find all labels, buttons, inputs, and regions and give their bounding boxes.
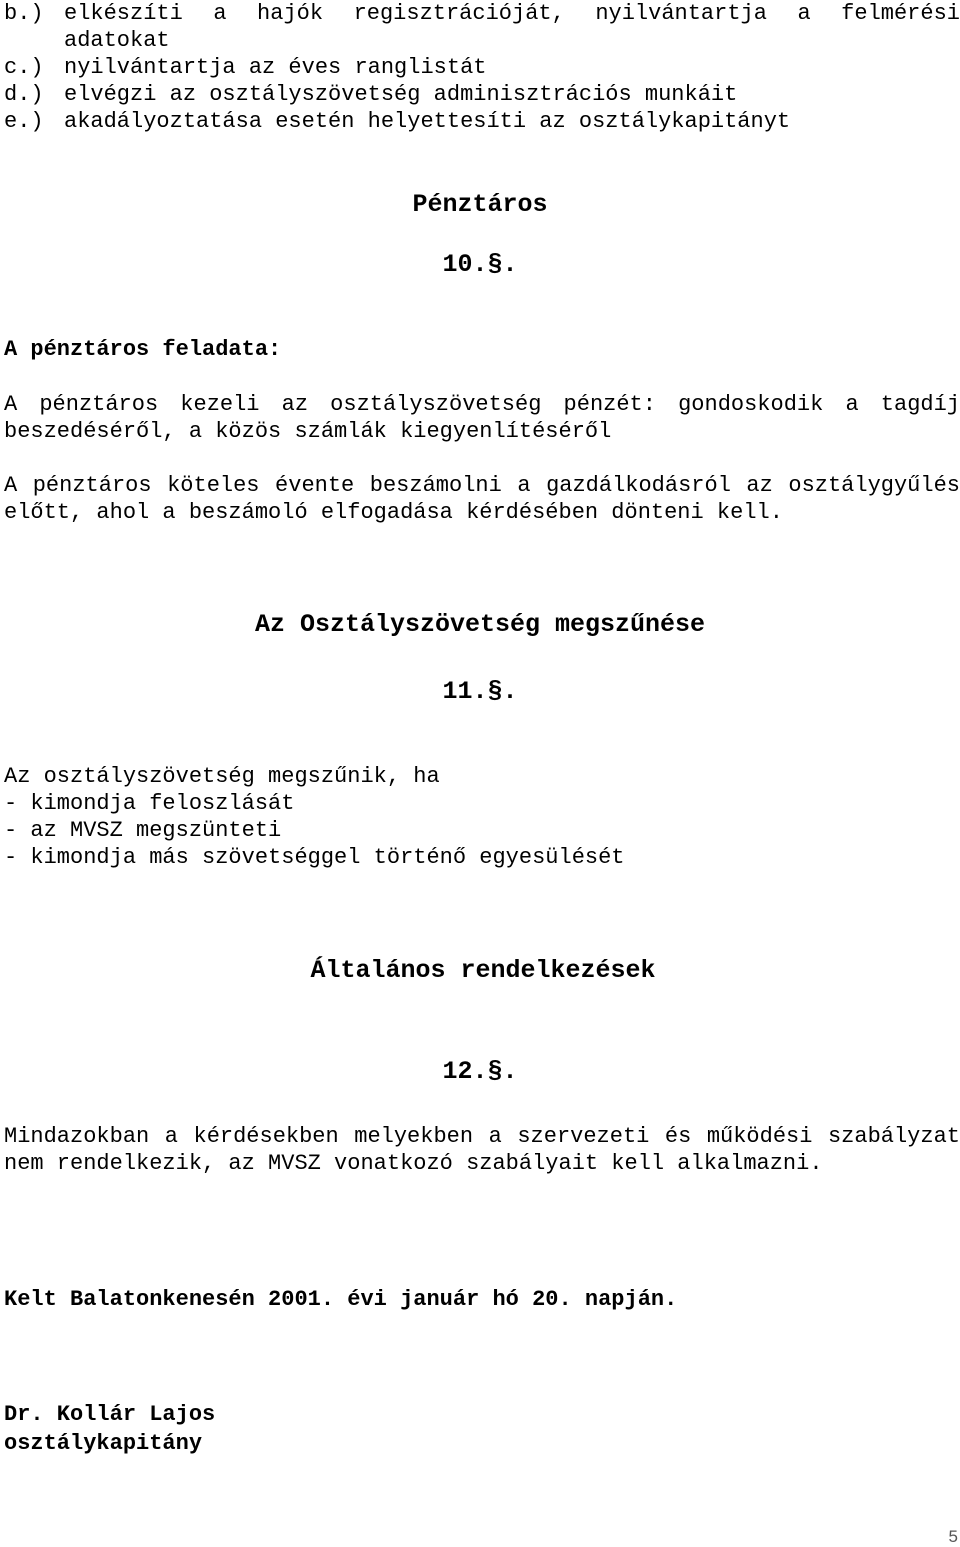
section-number-10: 10.§. <box>442 250 518 279</box>
duty-list <box>4 0 960 135</box>
paragraph-penztaros-2: A pénztáros köteles évente beszámolni a gazdálkodásról az osztálygyűlés előtt, ahol a beszámoló elfogadása kérdésében dönteni kell. <box>4 473 960 525</box>
list-item-marker: d.) <box>4 82 44 107</box>
signer-name: Dr. Kollár Lajos <box>4 1402 216 1427</box>
list-item-text: elkészíti a hajók regisztrációját, nyilvántartja a felmérési adatokat <box>64 1 960 53</box>
list-item <box>4 81 960 108</box>
list-item-text: elvégzi az osztályszövetség adminisztrációs munkáit <box>64 82 738 107</box>
list-item <box>4 108 960 135</box>
list-item-marker: c.) <box>4 55 44 80</box>
megszunes-intro: Az osztályszövetség megszűnik, ha <box>4 764 440 789</box>
section-heading-megszunes: Az Osztályszövetség megszűnése <box>254 610 706 639</box>
paragraph-penztaros-1: A pénztáros kezeli az osztályszövetség pénzét: gondoskodik a tagdíj beszedéséről, a közös számlák kiegyenlítéséről <box>4 392 960 444</box>
list-item-marker: e.) <box>4 109 44 134</box>
subheading-penztaros-feladata: A pénztáros feladata: <box>4 337 282 362</box>
list-item: - az MVSZ megszünteti <box>4 818 282 843</box>
section-heading-altalanos: Általános rendelkezések <box>310 956 656 985</box>
list-item: - kimondja feloszlását <box>4 791 295 816</box>
list-item-text: nyilvántartja az éves ranglistát <box>64 55 487 80</box>
dated-line: Kelt Balatonkenesén 2001. évi január hó 20. napján. <box>4 1287 678 1312</box>
signer-title: osztálykapitány <box>4 1431 203 1456</box>
section-number-12: 12.§. <box>442 1057 518 1086</box>
list-item-marker: b.) <box>4 1 44 26</box>
megszunes-list <box>4 763 625 871</box>
section-number-11: 11.§. <box>442 677 518 706</box>
list-item: - kimondja más szövetséggel történő egyesülését <box>4 845 625 870</box>
page-number: 5 <box>948 1527 958 1546</box>
section-heading-penztaros: Pénztáros <box>412 190 548 219</box>
list-item <box>4 0 960 54</box>
list-item <box>4 54 960 81</box>
list-item-text: akadályoztatása esetén helyettesíti az osztálykapitányt <box>64 109 791 134</box>
paragraph-altalanos: Mindazokban a kérdésekben melyekben a szervezeti és működési szabályzat nem rendelkezik, az MVSZ vonatkozó szabályait kell alkalmazni. <box>4 1124 960 1176</box>
